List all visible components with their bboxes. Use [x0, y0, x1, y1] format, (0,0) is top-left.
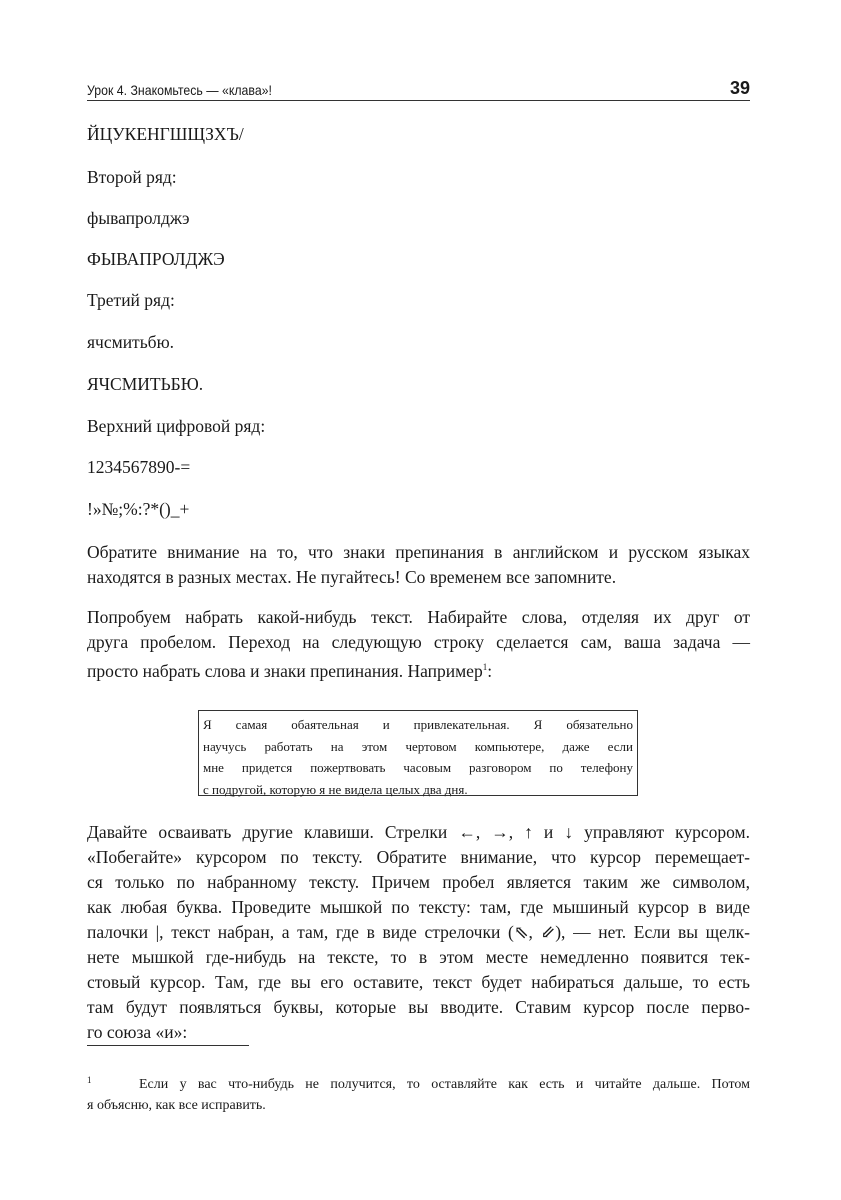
line: там будут появляться буквы, которые вы вводите. Ставим курсор после перво-: [87, 997, 750, 1017]
line: палочки |, текст набран, а там, где в виде стрелочки (⇖, ⇙), — нет. Если вы щелк-: [87, 922, 750, 942]
text-line: ФЫВАПРОЛДЖЭ: [87, 249, 225, 269]
footnote-line: Если у вас что-нибудь не получится, то оставляйте как есть и читайте дальше. Потом: [139, 1077, 750, 1092]
line: мне придется пожертвовать часовым разговором по телефону: [203, 760, 633, 775]
line: с подругой, которую я не видела целых два дня.: [203, 781, 468, 797]
paragraph-cursor: [87, 820, 750, 1045]
running-header: [87, 80, 750, 101]
line: Давайте осваивать другие клавиши. Стрелки ←, →, ↑ и ↓ управляют курсором.: [87, 822, 750, 842]
line: друга пробелом. Переход на следующую строку сделается сам, ваша задача —: [87, 632, 750, 652]
text-line: Третий ряд:: [87, 290, 175, 310]
footnote-divider: [87, 1045, 249, 1046]
text-line: ячсмитьбю.: [87, 332, 175, 352]
page-number: 39: [729, 78, 750, 98]
text-line: Второй ряд:: [87, 167, 177, 187]
line: нете мышкой где-нибудь на тексте, то в этом месте немедленно появится тек-: [87, 947, 750, 967]
footnote: [87, 1074, 750, 1116]
line: Я самая обаятельная и привлекательная. Я обязательно: [203, 717, 633, 732]
example-text-box: [198, 710, 638, 796]
chapter-title: Урок 4. Знакомьтесь — «клава»!: [87, 82, 272, 98]
text-line: ЙЦУКЕНГШЩЗХЪ/: [87, 124, 244, 144]
line: ся только по набранному тексту. Причем пробел является таким же символом,: [87, 872, 750, 892]
line: научусь работать на этом чертовом компьютере, даже если: [203, 738, 633, 754]
footnote-mark: 1: [87, 1075, 92, 1085]
line: го союза «и»:: [87, 1022, 188, 1042]
text-line: Верхний цифровой ряд:: [87, 416, 266, 436]
line: «Побегайте» курсором по тексту. Обратите внимание, что курсор перемещает-: [87, 847, 750, 867]
line: просто набрать слова и знаки препинания. Например$^1$:: [87, 660, 493, 681]
text-line: ЯЧСМИТЬБЮ.: [87, 374, 204, 394]
footnote-reference[interactable]: 1: [482, 662, 488, 672]
line: находятся в разных местах. Не пугайтесь! Со временем все запомните.: [87, 567, 617, 587]
line: Обратите внимание на то, что знаки препинания в английском и русском языках: [87, 542, 750, 562]
line: Попробуем набрать какой-нибудь текст. Набирайте слова, отделяя их друг от: [87, 607, 750, 627]
paragraph-punctuation: [87, 540, 750, 590]
paragraph-typing: [87, 605, 750, 684]
text-line: !»№;%:?*()_+: [87, 499, 190, 519]
footnote-line: я объясню, как все исправить.: [87, 1098, 266, 1113]
text-line: 1234567890-=: [87, 457, 191, 477]
line: стовый курсор. Там, где вы его оставите, текст будет набираться дальше, то есть: [87, 972, 750, 992]
text-line: фывапролджэ: [87, 208, 190, 228]
colon: :: [487, 660, 493, 681]
line: как любая буква. Проведите мышкой по тексту: там, где мышиный курсор в виде: [87, 897, 750, 917]
